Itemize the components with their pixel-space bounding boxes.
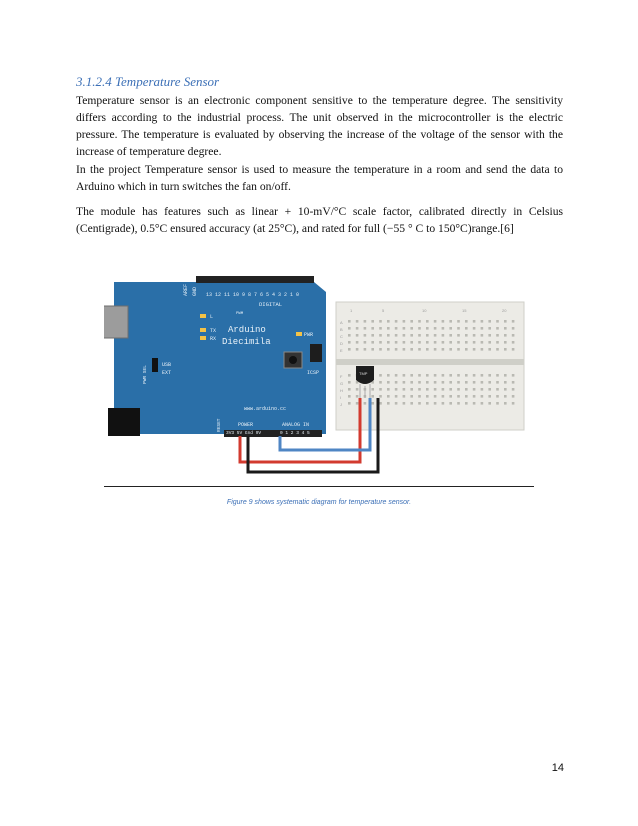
breadboard-hole (488, 327, 491, 330)
label-pwm: PWM (236, 312, 244, 316)
breadboard-hole (488, 348, 491, 351)
breadboard-hole (379, 381, 382, 384)
breadboard-hole (395, 327, 398, 330)
breadboard-hole (364, 402, 367, 405)
label-ext: EXT (162, 370, 172, 376)
breadboard-hole (442, 327, 445, 330)
breadboard-hole (403, 334, 406, 337)
breadboard-hole (457, 327, 460, 330)
breadboard-hole (457, 388, 460, 391)
breadboard-hole (426, 341, 429, 344)
breadboard-hole (473, 348, 476, 351)
breadboard-hole (465, 320, 468, 323)
bb-col-15: 15 (462, 308, 467, 313)
breadboard-hole (512, 320, 515, 323)
breadboard-hole (387, 348, 390, 351)
label-icsp: ICSP (307, 370, 320, 376)
breadboard-hole (496, 381, 499, 384)
breadboard-hole (410, 395, 413, 398)
breadboard-hole (379, 402, 382, 405)
breadboard-hole (442, 320, 445, 323)
breadboard-hole (496, 402, 499, 405)
breadboard-hole (410, 334, 413, 337)
label-usb: USB (162, 362, 172, 368)
breadboard-hole (418, 395, 421, 398)
breadboard-hole (504, 320, 507, 323)
label-aref: AREF (183, 283, 189, 296)
breadboard-hole (496, 388, 499, 391)
breadboard-hole (496, 327, 499, 330)
breadboard-hole (481, 388, 484, 391)
breadboard-hole (512, 381, 515, 384)
breadboard-hole (512, 388, 515, 391)
breadboard-hole (356, 320, 359, 323)
breadboard-hole (434, 395, 437, 398)
breadboard-hole (356, 395, 359, 398)
breadboard-hole (418, 320, 421, 323)
breadboard-hole (449, 348, 452, 351)
breadboard-hole (387, 402, 390, 405)
led-tx (200, 328, 206, 332)
breadboard-hole (410, 381, 413, 384)
breadboard-hole (465, 388, 468, 391)
bb-row-c: C (340, 334, 343, 339)
breadboard-hole (395, 341, 398, 344)
bb-row-d: D (340, 341, 343, 346)
breadboard-hole (504, 374, 507, 377)
breadboard-hole (410, 327, 413, 330)
label-rx: RX (210, 336, 217, 342)
breadboard-hole (426, 327, 429, 330)
breadboard-hole (387, 327, 390, 330)
breadboard-hole (410, 348, 413, 351)
breadboard-hole (418, 348, 421, 351)
breadboard-hole (418, 381, 421, 384)
breadboard-hole (426, 348, 429, 351)
breadboard-hole (418, 374, 421, 377)
breadboard-hole (364, 341, 367, 344)
breadboard-hole (434, 327, 437, 330)
label-digital: DIGITAL (259, 301, 283, 308)
breadboard-hole (442, 402, 445, 405)
breadboard-hole (488, 402, 491, 405)
breadboard-hole (488, 320, 491, 323)
breadboard-hole (504, 334, 507, 337)
breadboard-hole (473, 327, 476, 330)
breadboard-hole (418, 327, 421, 330)
paragraph-2: In the project Temperature sensor is used to measure the temperature in a room and send the data to Arduino which in turn switches the fan on/off. (76, 163, 563, 193)
breadboard-hole (457, 348, 460, 351)
label-power: POWER (238, 422, 254, 428)
breadboard-hole (348, 374, 351, 377)
breadboard-hole (395, 348, 398, 351)
breadboard-hole (449, 320, 452, 323)
breadboard-hole (356, 388, 359, 391)
breadboard-hole (348, 348, 351, 351)
breadboard-hole (403, 348, 406, 351)
led-rx (200, 336, 206, 340)
breadboard-hole (371, 327, 374, 330)
breadboard-hole (434, 341, 437, 344)
breadboard-hole (348, 334, 351, 337)
breadboard-hole (481, 334, 484, 337)
breadboard-hole (488, 388, 491, 391)
breadboard-hole (473, 320, 476, 323)
breadboard-hole (496, 348, 499, 351)
label-analog-in: ANALOG IN (282, 422, 310, 428)
breadboard-hole (449, 374, 452, 377)
led-pwr (296, 332, 302, 336)
arduino-circuit-figure (104, 274, 534, 484)
breadboard-hole (387, 334, 390, 337)
breadboard-hole (504, 395, 507, 398)
breadboard-hole (387, 374, 390, 377)
breadboard-hole (449, 334, 452, 337)
breadboard-hole (403, 402, 406, 405)
bb-row-f: F (340, 374, 343, 379)
breadboard-hole (481, 374, 484, 377)
breadboard-hole (426, 381, 429, 384)
bb-row-j: J (340, 402, 342, 407)
breadboard-hole (449, 341, 452, 344)
label-gnd: GND (192, 286, 198, 296)
breadboard-hole (465, 341, 468, 344)
breadboard-hole (457, 341, 460, 344)
breadboard-hole (481, 341, 484, 344)
figure-divider (104, 486, 534, 487)
breadboard-hole (364, 320, 367, 323)
breadboard-hole (348, 381, 351, 384)
label-analog-pins: 0 1 2 3 4 5 (280, 431, 310, 436)
breadboard-hole (434, 402, 437, 405)
bb-row-e: E (340, 348, 343, 353)
breadboard-hole (434, 388, 437, 391)
label-reset: RESET (217, 418, 222, 432)
breadboard-hole (449, 402, 452, 405)
breadboard-hole (356, 348, 359, 351)
breadboard-hole (418, 402, 421, 405)
breadboard-hole (379, 395, 382, 398)
breadboard-hole (403, 374, 406, 377)
power-jack (108, 408, 140, 436)
breadboard-hole (512, 327, 515, 330)
figure-caption: Figure 9 shows systematic diagram for temperature sensor. (226, 499, 412, 506)
sensor-label: TMP (359, 371, 368, 376)
breadboard-hole (512, 402, 515, 405)
breadboard-hole (473, 402, 476, 405)
breadboard-hole (481, 395, 484, 398)
breadboard-hole (364, 334, 367, 337)
breadboard-hole (371, 402, 374, 405)
bb-row-h: H (340, 388, 343, 393)
breadboard-hole (496, 320, 499, 323)
breadboard-hole (512, 395, 515, 398)
breadboard-hole (356, 341, 359, 344)
breadboard-hole (410, 388, 413, 391)
breadboard-hole (426, 402, 429, 405)
breadboard-hole (504, 341, 507, 344)
website-label: www.arduino.cc (244, 406, 287, 412)
breadboard-hole (403, 320, 406, 323)
breadboard-hole (387, 341, 390, 344)
breadboard-hole (426, 374, 429, 377)
breadboard-hole (512, 348, 515, 351)
breadboard-hole (371, 388, 374, 391)
breadboard-hole (395, 334, 398, 337)
breadboard-hole (442, 341, 445, 344)
breadboard-hole (418, 388, 421, 391)
breadboard-hole (442, 381, 445, 384)
bb-col-10: 10 (422, 308, 427, 313)
breadboard-hole (449, 327, 452, 330)
breadboard-hole (465, 327, 468, 330)
breadboard-hole (348, 395, 351, 398)
breadboard-hole (488, 341, 491, 344)
breadboard-hole (403, 341, 406, 344)
breadboard-hole (481, 348, 484, 351)
breadboard-hole (442, 348, 445, 351)
breadboard-hole (403, 395, 406, 398)
breadboard-hole (395, 320, 398, 323)
breadboard-hole (488, 381, 491, 384)
breadboard-hole (403, 381, 406, 384)
breadboard-hole (426, 388, 429, 391)
breadboard-hole (379, 327, 382, 330)
breadboard-hole (465, 334, 468, 337)
breadboard-hole (465, 374, 468, 377)
icsp-header (310, 344, 322, 362)
breadboard-hole (473, 381, 476, 384)
pwr-sel-jumper (152, 358, 158, 372)
bb-col-1: 1 (350, 308, 353, 313)
breadboard-hole (512, 341, 515, 344)
breadboard-hole (387, 320, 390, 323)
breadboard-hole (410, 341, 413, 344)
breadboard-hole (371, 320, 374, 323)
breadboard-hole (395, 395, 398, 398)
breadboard-hole (457, 402, 460, 405)
bb-col-20: 20 (502, 308, 507, 313)
breadboard-hole (387, 381, 390, 384)
section-heading: 3.1.2.4 Temperature Sensor (76, 74, 220, 89)
breadboard-hole (418, 334, 421, 337)
breadboard-hole (504, 348, 507, 351)
label-pwr-sel: PWR SEL (143, 365, 148, 384)
paragraph-1: Temperature sensor is an electronic component sensitive to the temperature degree. The sensitivity differs according to the industrial process. The unit observed in the microcontroller is the electric pressure. The temperature is evaluated by observing the increase of the voltage of the sensor with the increase of temperature degree. (76, 94, 563, 158)
breadboard-hole (379, 334, 382, 337)
breadboard-hole (348, 327, 351, 330)
breadboard-hole (449, 395, 452, 398)
breadboard-hole (481, 320, 484, 323)
breadboard-hole (504, 402, 507, 405)
usb-connector (104, 306, 128, 338)
breadboard-hole (442, 395, 445, 398)
led-l (200, 314, 206, 318)
breadboard-hole (434, 334, 437, 337)
breadboard-hole (426, 320, 429, 323)
breadboard-hole (410, 320, 413, 323)
breadboard-hole (504, 381, 507, 384)
breadboard-hole (442, 388, 445, 391)
breadboard-hole (410, 374, 413, 377)
breadboard-hole (465, 395, 468, 398)
breadboard-hole (481, 402, 484, 405)
breadboard-hole (364, 327, 367, 330)
breadboard-hole (473, 341, 476, 344)
breadboard-hole (379, 348, 382, 351)
label-l: L (210, 314, 214, 320)
label-tx: TX (210, 328, 217, 334)
breadboard-hole (434, 374, 437, 377)
bb-row-a: A (340, 320, 343, 325)
breadboard-hole (348, 320, 351, 323)
paragraph-3: The module has features such as linear + 10-mV/°C scale factor, calibrated directly in Celsius (Centigrade), 0.5°C ensured accuracy (at 25°C), and rated for full (−55 ° C to 150°C)range.[6] (76, 205, 563, 235)
breadboard-hole (434, 320, 437, 323)
board-name-line1: Arduino (228, 325, 266, 335)
breadboard-hole (481, 327, 484, 330)
label-digital-pins: 13 12 11 10 9 8 7 6 5 4 3 2 1 0 (206, 292, 300, 298)
breadboard-hole (364, 348, 367, 351)
breadboard-hole (387, 395, 390, 398)
page-number: 14 (551, 762, 564, 774)
breadboard-hole (348, 388, 351, 391)
breadboard-hole (465, 381, 468, 384)
breadboard-hole (457, 334, 460, 337)
breadboard-hole (379, 320, 382, 323)
breadboard-hole (465, 402, 468, 405)
breadboard-hole (403, 388, 406, 391)
breadboard-hole (496, 395, 499, 398)
breadboard-hole (473, 374, 476, 377)
breadboard-hole (457, 374, 460, 377)
breadboard-hole (395, 402, 398, 405)
breadboard-hole (356, 327, 359, 330)
breadboard-hole (488, 374, 491, 377)
breadboard-hole (371, 341, 374, 344)
breadboard-hole (379, 388, 382, 391)
breadboard-hole (457, 381, 460, 384)
breadboard-hole (504, 388, 507, 391)
breadboard-hole (434, 381, 437, 384)
breadboard-hole (496, 334, 499, 337)
bb-row-g: G (340, 381, 344, 386)
breadboard-hole (496, 374, 499, 377)
breadboard-hole (504, 327, 507, 330)
breadboard-hole (449, 388, 452, 391)
breadboard-hole (426, 334, 429, 337)
breadboard-hole (481, 381, 484, 384)
breadboard-hole (395, 388, 398, 391)
breadboard-hole (488, 334, 491, 337)
board-name-line2: Diecimila (222, 337, 271, 347)
breadboard-hole (371, 334, 374, 337)
breadboard-hole (379, 341, 382, 344)
breadboard-hole (512, 334, 515, 337)
breadboard-hole (434, 348, 437, 351)
breadboard-hole (395, 381, 398, 384)
breadboard-hole (387, 388, 390, 391)
breadboard-hole (395, 374, 398, 377)
breadboard-hole (473, 334, 476, 337)
breadboard-hole (348, 341, 351, 344)
breadboard-hole (449, 381, 452, 384)
breadboard-hole (488, 395, 491, 398)
breadboard-hole (457, 395, 460, 398)
breadboard-hole (442, 334, 445, 337)
breadboard-hole (473, 395, 476, 398)
breadboard-hole (348, 402, 351, 405)
bb-row-b: B (340, 327, 343, 332)
bb-row-i: I (340, 395, 342, 400)
breadboard-hole (496, 341, 499, 344)
breadboard-hole (418, 341, 421, 344)
label-pwr: PWR (304, 332, 314, 338)
breadboard-hole (473, 388, 476, 391)
breadboard-hole (371, 348, 374, 351)
breadboard-hole (379, 374, 382, 377)
bb-col-5: 5 (382, 308, 385, 313)
breadboard-hole (371, 395, 374, 398)
breadboard-hole (356, 402, 359, 405)
digital-header (196, 276, 314, 283)
breadboard-hole (403, 327, 406, 330)
label-power-pins: 3V3 5V Gnd 9V (226, 431, 262, 436)
breadboard-hole (457, 320, 460, 323)
breadboard-hole (442, 374, 445, 377)
breadboard-hole (465, 348, 468, 351)
breadboard-hole (410, 402, 413, 405)
breadboard-hole (426, 395, 429, 398)
breadboard-hole (512, 374, 515, 377)
breadboard-hole (356, 334, 359, 337)
